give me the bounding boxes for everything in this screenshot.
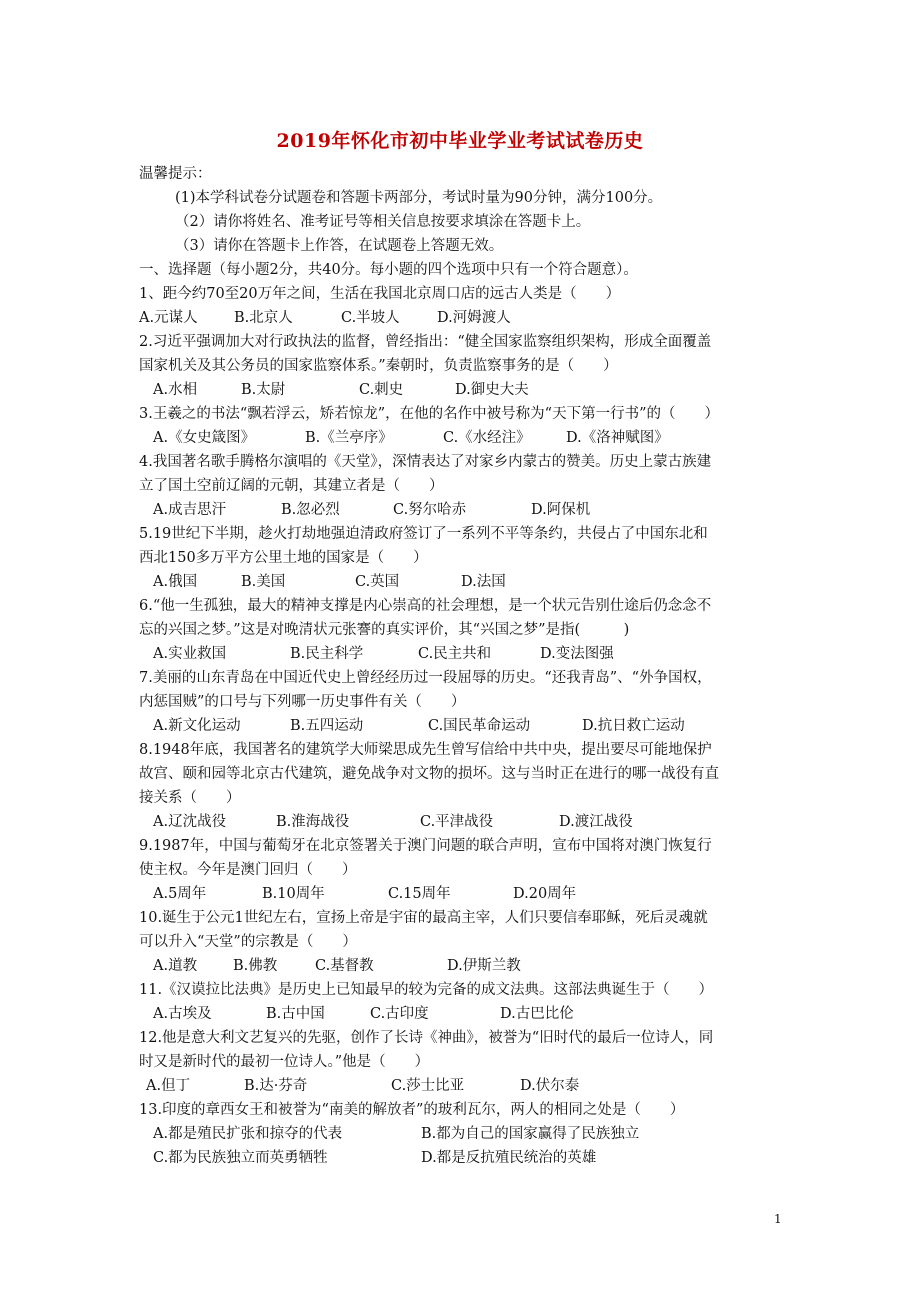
question-text: 11.《汉谟拉比法典》是历史上已知最早的较为完备的成文法典。这部法典诞生于（ ） xyxy=(139,982,714,998)
option-d: D.渡江战役 xyxy=(559,814,633,830)
option-c: C.国民革命运动 xyxy=(428,718,531,734)
question-text: 国家机关及其公务员的国家监察体系。”秦朝时，负责监察事务的是（ ） xyxy=(139,358,618,374)
option-b: B.10周年 xyxy=(262,886,325,902)
question-text: 使主权。今年是澳门回归（ ） xyxy=(139,862,357,878)
question-text: 13.印度的章西女王和被誉为“南美的解放者”的玻利瓦尔，两人的相同之处是（ ） xyxy=(139,1102,685,1118)
question-text: 接关系（ ） xyxy=(139,790,241,806)
option-c: C.莎士比亚 xyxy=(391,1078,465,1094)
option-d: D.阿保机 xyxy=(531,502,591,518)
option-d: D.抗日救亡运动 xyxy=(582,718,685,734)
option-a: A.元谋人 xyxy=(139,310,198,326)
option-a: A.5周年 xyxy=(153,886,207,902)
tip-item: （2）请你将姓名、准考证号等相关信息按要求填涂在答题卡上。 xyxy=(175,214,591,230)
option-a: A.《女史箴图》 xyxy=(153,430,256,446)
option-b: B.达·芬奇 xyxy=(244,1078,308,1094)
question-text: 10.诞生于公元1世纪左右，宣扬上帝是宇宙的最高主宰，人们只要信奉耶稣，死后灵魂就 xyxy=(139,910,708,926)
section-title: 一、选择题（每小题2分，共40分。每小题的四个选项中只有一个符合题意）。 xyxy=(139,262,638,278)
option-row xyxy=(139,1074,789,1098)
option-b: B.佛教 xyxy=(233,958,278,974)
option-b: B.美国 xyxy=(241,574,286,590)
option-c: C.15周年 xyxy=(388,886,451,902)
question-text: 忘的兴国之梦。”这是对晚清状元张謇的真实评价，其“兴国之梦”是指( ) xyxy=(139,622,630,638)
question-text: 2.习近平强调加大对行政执法的监督，曾经指出：“健全国家监察组织架构，形成全面覆盖 xyxy=(139,334,712,350)
question-text: 内惩国贼”的口号与下列哪一历史事件有关（ ） xyxy=(139,694,466,710)
option-b: B.五四运动 xyxy=(290,718,364,734)
question-text: 4.我国著名歌手腾格尔演唱的《天堂》，深情表达了对家乡内蒙古的赞美。历史上蒙古族建 xyxy=(139,454,712,470)
question-8 xyxy=(139,738,789,834)
option-row xyxy=(139,570,789,594)
question-2 xyxy=(139,330,789,402)
option-a: A.新文化运动 xyxy=(153,718,241,734)
question-13 xyxy=(139,1098,789,1170)
question-text: 3.王羲之的书法“飘若浮云，矫若惊龙”，在他的名作中被号称为“天下第一行书”的（ ） xyxy=(139,406,719,422)
question-11 xyxy=(139,978,789,1026)
question-text: 6.“他一生孤独，最大的精神支撑是内心崇高的社会理想，是一个状元告别仕途后仍念念不 xyxy=(139,598,712,614)
question-3 xyxy=(139,402,789,450)
option-c: C.英国 xyxy=(355,574,400,590)
option-c: C.民主共和 xyxy=(418,646,492,662)
page-number: 1 xyxy=(774,1212,782,1226)
question-5 xyxy=(139,522,789,594)
option-b: B.都为自己的国家赢得了民族独立 xyxy=(421,1126,640,1142)
option-c: C.基督教 xyxy=(315,958,374,974)
question-1 xyxy=(139,282,789,330)
question-12 xyxy=(139,1026,789,1098)
option-b: B.北京人 xyxy=(234,310,293,326)
option-d: D.古巴比伦 xyxy=(500,1006,574,1022)
question-9 xyxy=(139,834,789,906)
question-10 xyxy=(139,906,789,978)
option-a: A.水相 xyxy=(153,382,198,398)
option-row xyxy=(139,1002,789,1026)
option-c: C.古印度 xyxy=(370,1006,429,1022)
option-d: D.河姆渡人 xyxy=(437,310,511,326)
option-c: C.努尔哈赤 xyxy=(393,502,467,518)
question-6 xyxy=(139,594,789,666)
option-row xyxy=(139,498,789,522)
option-row xyxy=(139,642,789,666)
question-text: 9.1987年，中国与葡萄牙在北京签署关于澳门问题的联合声明，宣布中国将对澳门恢复行 xyxy=(139,838,712,854)
option-row xyxy=(139,954,789,978)
option-c: C.刺史 xyxy=(359,382,404,398)
question-text: 可以升入“天堂”的宗教是（ ） xyxy=(139,934,357,950)
question-text: 立了国土空前辽阔的元朝，其建立者是（ ） xyxy=(139,478,444,494)
option-d: D.伏尔泰 xyxy=(520,1078,580,1094)
option-a: A.实业救国 xyxy=(153,646,227,662)
option-d: D.20周年 xyxy=(513,886,577,902)
option-a: A.道教 xyxy=(153,958,198,974)
question-7 xyxy=(139,666,789,738)
option-row xyxy=(139,1146,789,1170)
option-b: B.忽必烈 xyxy=(281,502,340,518)
option-row xyxy=(139,426,789,450)
option-b: B.《兰亭序》 xyxy=(305,430,393,446)
option-a: A.俄国 xyxy=(153,574,198,590)
question-4 xyxy=(139,450,789,522)
question-text: 5.19世纪下半期，趁火打劫地强迫清政府签订了一系列不平等条约，共侵占了中国东北和 xyxy=(139,526,708,542)
option-a: A.辽沈战役 xyxy=(153,814,227,830)
question-text: 12.他是意大利文艺复兴的先驱，创作了长诗《神曲》，被誉为“旧时代的最后一位诗人，同 xyxy=(139,1030,714,1046)
option-b: B.古中国 xyxy=(266,1006,325,1022)
option-a: A.但丁 xyxy=(146,1078,191,1094)
option-row xyxy=(139,882,789,906)
question-text: 7.美丽的山东青岛在中国近代史上曾经经历过一段屈辱的历史。“还我青岛”、“外争国权， xyxy=(139,670,712,686)
option-row xyxy=(139,1122,789,1146)
question-text: 西北150多万平方公里土地的国家是（ ） xyxy=(139,550,428,566)
question-text: 8.1948年底，我国著名的建筑学大师梁思成先生曾写信给中共中央，提出要尽可能地保护 xyxy=(139,742,712,758)
option-c: C.都为民族独立而英勇牺牲 xyxy=(153,1150,328,1166)
option-b: B.民主科学 xyxy=(290,646,364,662)
question-text: 1、距今约70至20万年之间，生活在我国北京周口店的远古人类是（ ） xyxy=(139,286,621,302)
option-row xyxy=(139,810,789,834)
option-c: C.《水经注》 xyxy=(443,430,531,446)
option-d: D.《洛神赋图》 xyxy=(566,430,669,446)
option-c: C.半坡人 xyxy=(341,310,400,326)
option-d: D.都是反抗殖民统治的英雄 xyxy=(421,1150,597,1166)
option-row xyxy=(139,306,789,330)
option-c: C.平津战役 xyxy=(420,814,494,830)
option-d: D.御史大夫 xyxy=(455,382,529,398)
option-b: B.淮海战役 xyxy=(276,814,350,830)
option-a: A.成吉思汗 xyxy=(153,502,227,518)
tip-item: (1)本学科试卷分试题卷和答题卡两部分，考试时量为90分钟，满分100分。 xyxy=(175,190,663,206)
question-text: 时又是新时代的最初一位诗人。”他是（ ） xyxy=(139,1054,430,1070)
option-a: A.都是殖民扩张和掠夺的代表 xyxy=(153,1126,343,1142)
exam-title: 2019年怀化市初中毕业学业考试试卷历史 xyxy=(276,130,644,152)
option-b: B.太尉 xyxy=(241,382,286,398)
option-d: D.变法图强 xyxy=(540,646,614,662)
option-a: A.古埃及 xyxy=(153,1006,212,1022)
option-d: D.法国 xyxy=(461,574,506,590)
option-row xyxy=(139,714,789,738)
question-text: 故宫、颐和园等北京古代建筑，避免战争对文物的损坏。这与当时正在进行的哪一战役有直 xyxy=(139,766,719,782)
tips-heading: 温馨提示： xyxy=(139,166,212,182)
exam-content xyxy=(139,162,789,1170)
tip-item: （3）请你在答题卡上作答，在试题卷上答题无效。 xyxy=(175,238,504,254)
option-row xyxy=(139,378,789,402)
option-d: D.伊斯兰教 xyxy=(447,958,521,974)
